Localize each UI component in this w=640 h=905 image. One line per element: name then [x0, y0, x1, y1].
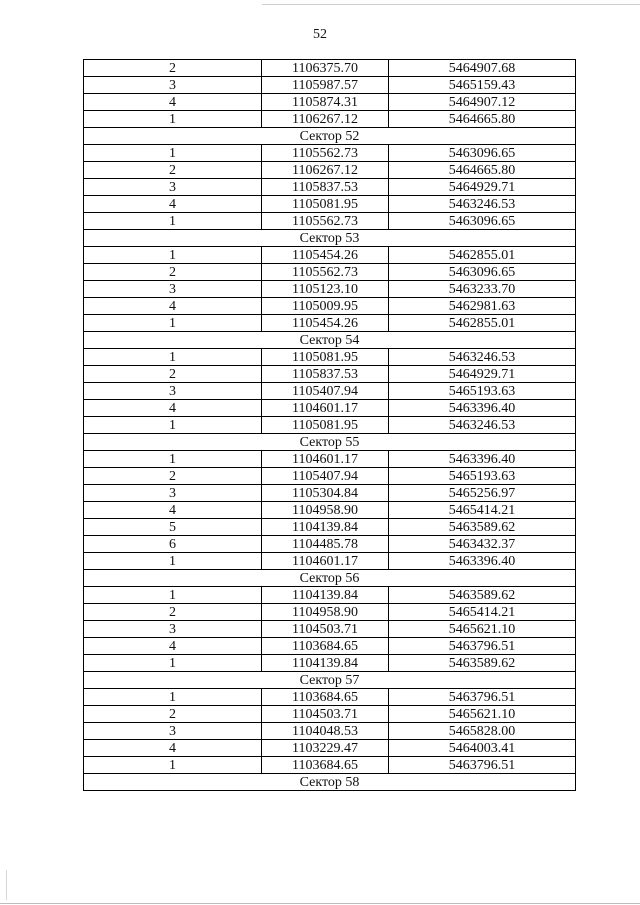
x-coordinate-cell: 1104601.17 [262, 553, 389, 570]
x-coordinate-cell: 1105987.57 [262, 77, 389, 94]
y-coordinate-cell: 5462855.01 [389, 247, 576, 264]
point-number-cell: 2 [84, 264, 262, 281]
point-number-cell: 1 [84, 349, 262, 366]
point-number-cell: 4 [84, 638, 262, 655]
table-row [84, 417, 576, 434]
sector-header-row [84, 332, 576, 349]
table-row [84, 94, 576, 111]
point-number-cell: 4 [84, 298, 262, 315]
table-row [84, 281, 576, 298]
x-coordinate-cell: 1105454.26 [262, 315, 389, 332]
x-coordinate-cell: 1105081.95 [262, 196, 389, 213]
point-number-cell: 2 [84, 706, 262, 723]
y-coordinate-cell: 5463246.53 [389, 196, 576, 213]
point-number-cell: 3 [84, 281, 262, 298]
x-coordinate-cell: 1104139.84 [262, 587, 389, 604]
y-coordinate-cell: 5464907.12 [389, 94, 576, 111]
x-coordinate-cell: 1104139.84 [262, 519, 389, 536]
point-number-cell: 1 [84, 553, 262, 570]
point-number-cell: 4 [84, 400, 262, 417]
point-number-cell: 3 [84, 383, 262, 400]
table-row [84, 400, 576, 417]
point-number-cell: 2 [84, 60, 262, 77]
x-coordinate-cell: 1104958.90 [262, 604, 389, 621]
y-coordinate-cell: 5465414.21 [389, 604, 576, 621]
table-row [84, 689, 576, 706]
table-row [84, 451, 576, 468]
sector-header-row [84, 230, 576, 247]
table-row [84, 723, 576, 740]
table-row [84, 519, 576, 536]
y-coordinate-cell: 5463796.51 [389, 757, 576, 774]
table-row [84, 60, 576, 77]
x-coordinate-cell: 1104958.90 [262, 502, 389, 519]
y-coordinate-cell: 5464929.71 [389, 366, 576, 383]
x-coordinate-cell: 1103684.65 [262, 689, 389, 706]
y-coordinate-cell: 5465159.43 [389, 77, 576, 94]
point-number-cell: 3 [84, 485, 262, 502]
x-coordinate-cell: 1105562.73 [262, 264, 389, 281]
table-row [84, 383, 576, 400]
y-coordinate-cell: 5463796.51 [389, 638, 576, 655]
sector-title: Сектор 56 [84, 570, 576, 587]
y-coordinate-cell: 5463589.62 [389, 519, 576, 536]
x-coordinate-cell: 1104601.17 [262, 400, 389, 417]
table-row [84, 366, 576, 383]
point-number-cell: 4 [84, 502, 262, 519]
y-coordinate-cell: 5463096.65 [389, 213, 576, 230]
table-row [84, 621, 576, 638]
y-coordinate-cell: 5465828.00 [389, 723, 576, 740]
x-coordinate-cell: 1106375.70 [262, 60, 389, 77]
point-number-cell: 4 [84, 94, 262, 111]
y-coordinate-cell: 5465256.97 [389, 485, 576, 502]
x-coordinate-cell: 1104503.71 [262, 621, 389, 638]
y-coordinate-cell: 5463246.53 [389, 417, 576, 434]
coordinates-table-body [84, 60, 576, 791]
point-number-cell: 1 [84, 587, 262, 604]
y-coordinate-cell: 5463589.62 [389, 587, 576, 604]
table-row [84, 638, 576, 655]
x-coordinate-cell: 1105874.31 [262, 94, 389, 111]
table-row [84, 77, 576, 94]
x-coordinate-cell: 1105562.73 [262, 145, 389, 162]
point-number-cell: 3 [84, 723, 262, 740]
sector-header-row [84, 570, 576, 587]
table-row [84, 298, 576, 315]
point-number-cell: 3 [84, 77, 262, 94]
y-coordinate-cell: 5464003.41 [389, 740, 576, 757]
sector-header-row [84, 128, 576, 145]
x-coordinate-cell: 1105123.10 [262, 281, 389, 298]
x-coordinate-cell: 1105081.95 [262, 417, 389, 434]
y-coordinate-cell: 5463396.40 [389, 400, 576, 417]
table-row [84, 196, 576, 213]
table-row [84, 247, 576, 264]
y-coordinate-cell: 5462855.01 [389, 315, 576, 332]
x-coordinate-cell: 1103229.47 [262, 740, 389, 757]
table-row [84, 587, 576, 604]
point-number-cell: 4 [84, 196, 262, 213]
table-row [84, 553, 576, 570]
top-edge-line [262, 4, 640, 5]
x-coordinate-cell: 1104139.84 [262, 655, 389, 672]
y-coordinate-cell: 5463246.53 [389, 349, 576, 366]
table-row [84, 757, 576, 774]
y-coordinate-cell: 5463796.51 [389, 689, 576, 706]
point-number-cell: 1 [84, 757, 262, 774]
table-row [84, 655, 576, 672]
x-coordinate-cell: 1106267.12 [262, 111, 389, 128]
sector-title: Сектор 58 [84, 774, 576, 791]
point-number-cell: 4 [84, 740, 262, 757]
table-row [84, 536, 576, 553]
x-coordinate-cell: 1105407.94 [262, 383, 389, 400]
point-number-cell: 1 [84, 145, 262, 162]
point-number-cell: 1 [84, 451, 262, 468]
x-coordinate-cell: 1104503.71 [262, 706, 389, 723]
x-coordinate-cell: 1103684.65 [262, 757, 389, 774]
y-coordinate-cell: 5465193.63 [389, 383, 576, 400]
point-number-cell: 1 [84, 315, 262, 332]
table-row [84, 604, 576, 621]
point-number-cell: 2 [84, 366, 262, 383]
x-coordinate-cell: 1106267.12 [262, 162, 389, 179]
point-number-cell: 2 [84, 604, 262, 621]
point-number-cell: 1 [84, 111, 262, 128]
point-number-cell: 2 [84, 162, 262, 179]
table-row [84, 740, 576, 757]
sector-header-row [84, 774, 576, 791]
sector-header-row [84, 672, 576, 689]
y-coordinate-cell: 5463233.70 [389, 281, 576, 298]
sector-title: Сектор 53 [84, 230, 576, 247]
table-row [84, 145, 576, 162]
point-number-cell: 1 [84, 213, 262, 230]
y-coordinate-cell: 5464665.80 [389, 162, 576, 179]
page-number: 52 [313, 27, 327, 42]
x-coordinate-cell: 1105304.84 [262, 485, 389, 502]
y-coordinate-cell: 5463096.65 [389, 264, 576, 281]
y-coordinate-cell: 5465621.10 [389, 621, 576, 638]
y-coordinate-cell: 5465414.21 [389, 502, 576, 519]
x-coordinate-cell: 1105009.95 [262, 298, 389, 315]
x-coordinate-cell: 1105081.95 [262, 349, 389, 366]
y-coordinate-cell: 5464665.80 [389, 111, 576, 128]
sector-header-row [84, 434, 576, 451]
point-number-cell: 1 [84, 417, 262, 434]
table-row [84, 179, 576, 196]
table-row [84, 706, 576, 723]
table-row [84, 315, 576, 332]
x-coordinate-cell: 1105837.53 [262, 366, 389, 383]
x-coordinate-cell: 1104601.17 [262, 451, 389, 468]
point-number-cell: 3 [84, 179, 262, 196]
sector-title: Сектор 54 [84, 332, 576, 349]
x-coordinate-cell: 1105407.94 [262, 468, 389, 485]
x-coordinate-cell: 1105837.53 [262, 179, 389, 196]
point-number-cell: 6 [84, 536, 262, 553]
y-coordinate-cell: 5463432.37 [389, 536, 576, 553]
x-coordinate-cell: 1104485.78 [262, 536, 389, 553]
sector-title: Сектор 57 [84, 672, 576, 689]
point-number-cell: 1 [84, 655, 262, 672]
point-number-cell: 5 [84, 519, 262, 536]
x-coordinate-cell: 1104048.53 [262, 723, 389, 740]
table-row [84, 264, 576, 281]
x-coordinate-cell: 1103684.65 [262, 638, 389, 655]
y-coordinate-cell: 5464929.71 [389, 179, 576, 196]
y-coordinate-cell: 5465621.10 [389, 706, 576, 723]
point-number-cell: 3 [84, 621, 262, 638]
table-row [84, 485, 576, 502]
point-number-cell: 2 [84, 468, 262, 485]
y-coordinate-cell: 5463589.62 [389, 655, 576, 672]
coordinates-table [83, 59, 576, 791]
table-row [84, 162, 576, 179]
sector-title: Сектор 55 [84, 434, 576, 451]
table-row [84, 502, 576, 519]
y-coordinate-cell: 5464907.68 [389, 60, 576, 77]
table-row [84, 213, 576, 230]
sector-title: Сектор 52 [84, 128, 576, 145]
point-number-cell: 1 [84, 247, 262, 264]
y-coordinate-cell: 5463096.65 [389, 145, 576, 162]
bottom-edge-line [0, 903, 640, 904]
point-number-cell: 1 [84, 689, 262, 706]
y-coordinate-cell: 5463396.40 [389, 553, 576, 570]
table-row [84, 111, 576, 128]
x-coordinate-cell: 1105562.73 [262, 213, 389, 230]
table-row [84, 349, 576, 366]
x-coordinate-cell: 1105454.26 [262, 247, 389, 264]
scan-edge-mark [6, 870, 7, 900]
y-coordinate-cell: 5462981.63 [389, 298, 576, 315]
y-coordinate-cell: 5463396.40 [389, 451, 576, 468]
y-coordinate-cell: 5465193.63 [389, 468, 576, 485]
table-row [84, 468, 576, 485]
